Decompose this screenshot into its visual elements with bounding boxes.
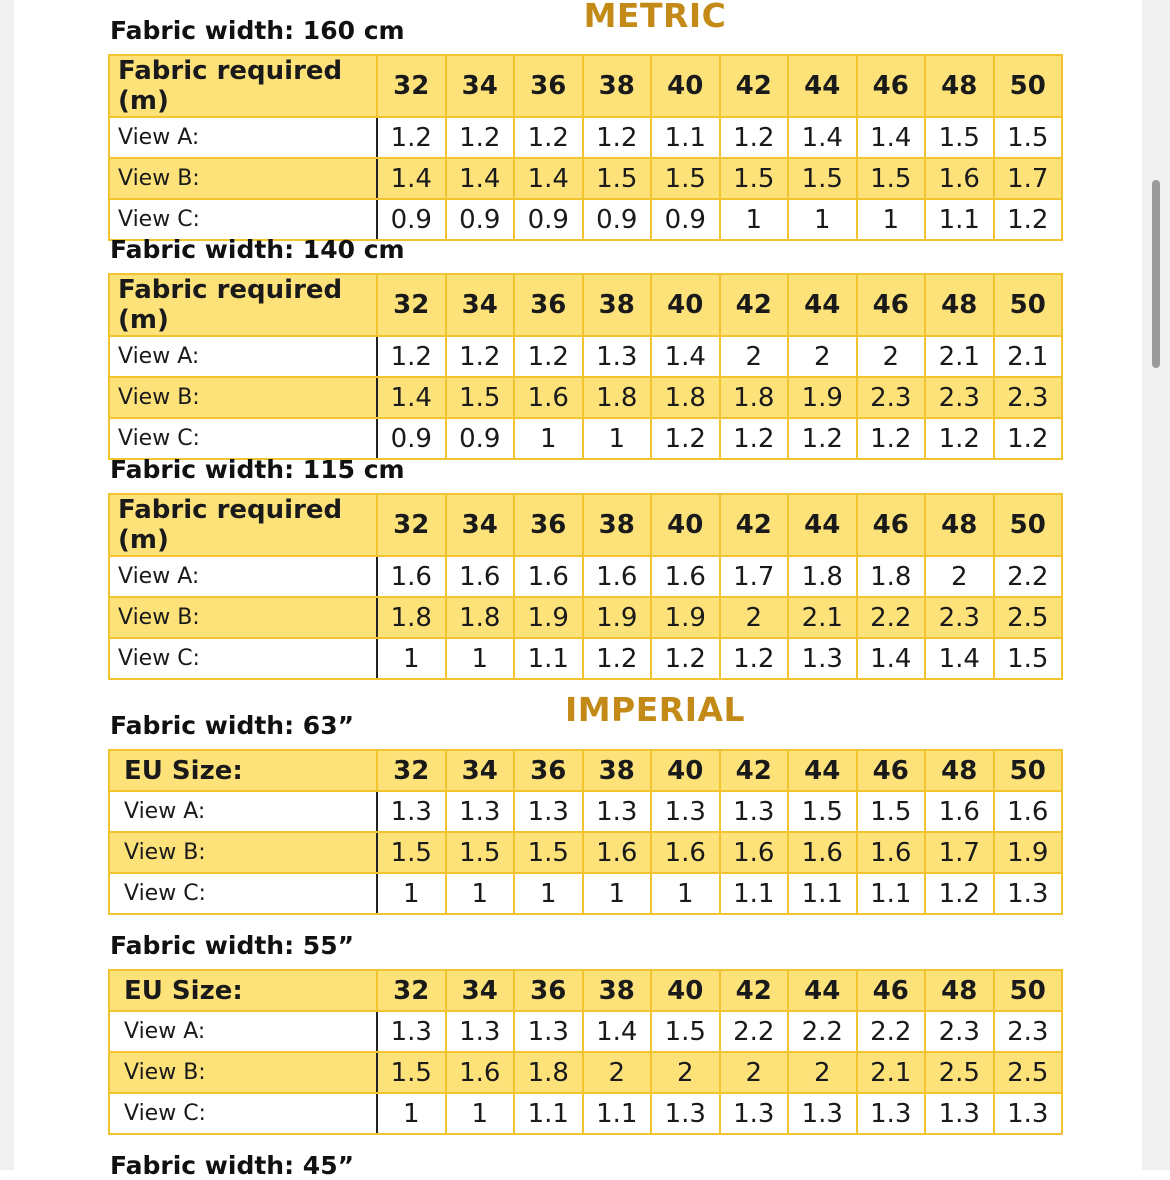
view-label: View C:	[109, 873, 377, 914]
value-cell: 1.6	[514, 556, 583, 597]
value-cell: 1.2	[720, 418, 789, 459]
imperial-title: IMPERIAL	[564, 690, 746, 729]
value-cell: 1.8	[857, 556, 926, 597]
size-header: 32	[377, 970, 446, 1011]
view-label: View A:	[109, 791, 377, 832]
size-header: 46	[857, 970, 926, 1011]
size-header: 32	[377, 494, 446, 556]
size-header: 48	[925, 750, 994, 791]
value-cell: 1.5	[857, 158, 926, 199]
size-header: 50	[994, 55, 1063, 117]
value-cell: 1.3	[514, 791, 583, 832]
value-cell: 0.9	[651, 199, 720, 240]
value-cell: 2	[583, 1052, 652, 1093]
table-row	[109, 597, 1062, 638]
value-cell: 2	[720, 1052, 789, 1093]
size-header: 42	[720, 274, 789, 336]
size-header: 44	[788, 55, 857, 117]
value-cell: 1.1	[514, 1093, 583, 1134]
value-cell: 1.1	[651, 117, 720, 158]
page-gutter-left	[0, 0, 14, 1170]
size-header: 44	[788, 970, 857, 1011]
value-cell: 0.9	[514, 199, 583, 240]
view-label: View B:	[109, 1052, 377, 1093]
value-cell: 1	[446, 638, 515, 679]
table-row	[109, 638, 1062, 679]
value-cell: 1.5	[720, 158, 789, 199]
value-cell: 1.7	[994, 158, 1063, 199]
view-label: View B:	[109, 377, 377, 418]
value-cell: 1.2	[446, 117, 515, 158]
value-cell: 1.1	[720, 873, 789, 914]
value-cell: 1.3	[788, 1093, 857, 1134]
value-cell: 1.2	[994, 199, 1063, 240]
value-cell: 1	[720, 199, 789, 240]
value-cell: 1.3	[514, 1011, 583, 1052]
value-cell: 1.6	[377, 556, 446, 597]
view-label: View A:	[109, 556, 377, 597]
value-cell: 1.5	[377, 832, 446, 873]
value-cell: 1.6	[857, 832, 926, 873]
size-header: 50	[994, 274, 1063, 336]
value-cell: 2.1	[788, 597, 857, 638]
value-cell: 1.6	[446, 556, 515, 597]
fabric-table	[108, 969, 1063, 1135]
value-cell: 1.3	[377, 1011, 446, 1052]
value-cell: 1.6	[788, 832, 857, 873]
scrollbar-thumb[interactable]	[1152, 180, 1160, 368]
value-cell: 0.9	[377, 199, 446, 240]
value-cell: 1.6	[446, 1052, 515, 1093]
value-cell: 1.3	[583, 791, 652, 832]
value-cell: 1.5	[857, 791, 926, 832]
value-cell: 1.5	[514, 832, 583, 873]
value-cell: 1.3	[857, 1093, 926, 1134]
value-cell: 1.4	[377, 377, 446, 418]
value-cell: 2.3	[994, 1011, 1063, 1052]
fabric-table	[108, 54, 1063, 241]
value-cell: 1	[514, 873, 583, 914]
fabric-width-label: Fabric width: 63”	[110, 711, 355, 740]
value-cell: 1.1	[514, 638, 583, 679]
value-cell: 1.8	[377, 597, 446, 638]
value-cell: 1.2	[377, 117, 446, 158]
table-row	[109, 1052, 1062, 1093]
size-header: 36	[514, 750, 583, 791]
size-header: 46	[857, 494, 926, 556]
value-cell: 1.5	[446, 377, 515, 418]
value-cell: 1.6	[583, 556, 652, 597]
value-cell: 1.5	[788, 158, 857, 199]
value-cell: 1.2	[788, 418, 857, 459]
value-cell: 1.2	[720, 117, 789, 158]
value-cell: 1.8	[720, 377, 789, 418]
value-cell: 1.6	[925, 158, 994, 199]
value-cell: 1.8	[788, 556, 857, 597]
value-cell: 1.6	[925, 791, 994, 832]
table-row	[109, 199, 1062, 240]
size-header: 38	[583, 970, 652, 1011]
value-cell: 1	[514, 418, 583, 459]
table-row	[109, 336, 1062, 377]
size-header: 42	[720, 970, 789, 1011]
table-row	[109, 117, 1062, 158]
value-cell: 1.5	[994, 638, 1063, 679]
value-cell: 1.2	[514, 336, 583, 377]
table-row	[109, 377, 1062, 418]
size-header: 44	[788, 274, 857, 336]
table-row	[109, 418, 1062, 459]
view-label: View B:	[109, 597, 377, 638]
view-label: View A:	[109, 1011, 377, 1052]
value-cell: 1.4	[583, 1011, 652, 1052]
value-cell: 1.4	[857, 638, 926, 679]
value-cell: 1.5	[446, 832, 515, 873]
size-header: 50	[994, 970, 1063, 1011]
value-cell: 1.8	[583, 377, 652, 418]
metric-title: METRIC	[583, 0, 727, 35]
value-cell: 1.6	[651, 832, 720, 873]
value-cell: 1.4	[446, 158, 515, 199]
value-cell: 2.5	[994, 597, 1063, 638]
value-cell: 0.9	[446, 199, 515, 240]
fabric-width-label: Fabric width: 160 cm	[110, 16, 405, 45]
value-cell: 1	[377, 873, 446, 914]
value-cell: 2	[788, 1052, 857, 1093]
size-header: 38	[583, 494, 652, 556]
view-label: View C:	[109, 1093, 377, 1134]
size-header: 34	[446, 494, 515, 556]
size-header: 34	[446, 55, 515, 117]
value-cell: 2.3	[857, 377, 926, 418]
value-cell: 1.2	[651, 638, 720, 679]
value-cell: 1	[651, 873, 720, 914]
header-row	[109, 970, 1062, 1011]
value-cell: 1.9	[651, 597, 720, 638]
size-header: 32	[377, 750, 446, 791]
fabric-width-label: Fabric width: 140 cm	[110, 235, 405, 264]
value-cell: 1.4	[857, 117, 926, 158]
size-header: 36	[514, 274, 583, 336]
size-header: 40	[651, 55, 720, 117]
value-cell: 1.2	[651, 418, 720, 459]
value-cell: 1.6	[994, 791, 1063, 832]
fabric-width-label: Fabric width: 115 cm	[110, 455, 405, 484]
value-cell: 1.2	[514, 117, 583, 158]
size-header: 44	[788, 750, 857, 791]
size-header: 38	[583, 750, 652, 791]
header-row	[109, 750, 1062, 791]
value-cell: 2	[720, 336, 789, 377]
value-cell: 1.5	[377, 1052, 446, 1093]
value-cell: 1	[857, 199, 926, 240]
value-cell: 1	[446, 873, 515, 914]
value-cell: 1.2	[583, 117, 652, 158]
header-row	[109, 55, 1062, 117]
size-header: 48	[925, 970, 994, 1011]
table-row	[109, 556, 1062, 597]
size-header: 44	[788, 494, 857, 556]
view-label: View B:	[109, 158, 377, 199]
table-row	[109, 158, 1062, 199]
size-header: 40	[651, 494, 720, 556]
size-header: 34	[446, 970, 515, 1011]
value-cell: 0.9	[583, 199, 652, 240]
size-header: 42	[720, 55, 789, 117]
size-header: 40	[651, 750, 720, 791]
value-cell: 1.6	[583, 832, 652, 873]
value-cell: 2.3	[925, 1011, 994, 1052]
view-label: View B:	[109, 832, 377, 873]
scroll-track[interactable]	[1142, 0, 1170, 1170]
value-cell: 1.2	[925, 418, 994, 459]
view-label: View A:	[109, 117, 377, 158]
value-cell: 1.3	[720, 1093, 789, 1134]
value-cell: 1.2	[857, 418, 926, 459]
value-cell: 1.5	[994, 117, 1063, 158]
size-header: 34	[446, 274, 515, 336]
value-cell: 2.5	[925, 1052, 994, 1093]
value-cell: 1.3	[446, 1011, 515, 1052]
value-cell: 1.5	[925, 117, 994, 158]
value-cell: 1.6	[651, 556, 720, 597]
value-cell: 2	[925, 556, 994, 597]
value-cell: 1.4	[788, 117, 857, 158]
table-row	[109, 832, 1062, 873]
size-header: 32	[377, 274, 446, 336]
value-cell: 1.4	[377, 158, 446, 199]
value-cell: 0.9	[446, 418, 515, 459]
value-cell: 1.1	[583, 1093, 652, 1134]
value-cell: 1	[583, 418, 652, 459]
fabric-table	[108, 493, 1063, 680]
value-cell: 1.2	[583, 638, 652, 679]
header-row	[109, 494, 1062, 556]
value-cell: 1.9	[583, 597, 652, 638]
value-cell: 1	[377, 638, 446, 679]
fabric-width-label: Fabric width: 45”	[110, 1151, 355, 1180]
header-label: Fabric required (m)	[109, 494, 377, 556]
size-header: 40	[651, 970, 720, 1011]
value-cell: 2.1	[925, 336, 994, 377]
value-cell: 1.2	[377, 336, 446, 377]
value-cell: 1.4	[925, 638, 994, 679]
value-cell: 2	[651, 1052, 720, 1093]
value-cell: 1.3	[788, 638, 857, 679]
value-cell: 1.5	[651, 158, 720, 199]
header-label: Fabric required (m)	[109, 274, 377, 336]
value-cell: 1.9	[994, 832, 1063, 873]
value-cell: 1.3	[651, 791, 720, 832]
value-cell: 2.2	[720, 1011, 789, 1052]
value-cell: 1.5	[651, 1011, 720, 1052]
value-cell: 1.2	[994, 418, 1063, 459]
header-label: Fabric required (m)	[109, 55, 377, 117]
value-cell: 1.3	[925, 1093, 994, 1134]
value-cell: 1.8	[514, 1052, 583, 1093]
table-row	[109, 1011, 1062, 1052]
value-cell: 2.5	[994, 1052, 1063, 1093]
view-label: View A:	[109, 336, 377, 377]
size-header: 32	[377, 55, 446, 117]
size-header: 48	[925, 55, 994, 117]
value-cell: 0.9	[377, 418, 446, 459]
value-cell: 1.2	[720, 638, 789, 679]
value-cell: 2.1	[857, 1052, 926, 1093]
value-cell: 2	[720, 597, 789, 638]
value-cell: 2.2	[788, 1011, 857, 1052]
value-cell: 1.1	[788, 873, 857, 914]
header-row	[109, 274, 1062, 336]
value-cell: 2.2	[994, 556, 1063, 597]
value-cell: 2.3	[994, 377, 1063, 418]
value-cell: 1.3	[446, 791, 515, 832]
size-header: 46	[857, 750, 926, 791]
header-label: EU Size:	[109, 970, 377, 1011]
value-cell: 1.2	[446, 336, 515, 377]
value-cell: 2.3	[925, 597, 994, 638]
value-cell: 1.9	[788, 377, 857, 418]
size-header: 46	[857, 55, 926, 117]
value-cell: 1.8	[446, 597, 515, 638]
value-cell: 1.1	[925, 199, 994, 240]
value-cell: 2	[857, 336, 926, 377]
view-label: View C:	[109, 199, 377, 240]
size-header: 50	[994, 750, 1063, 791]
value-cell: 1.5	[583, 158, 652, 199]
value-cell: 1	[446, 1093, 515, 1134]
size-header: 36	[514, 970, 583, 1011]
view-label: View C:	[109, 638, 377, 679]
value-cell: 1.1	[857, 873, 926, 914]
table-row	[109, 791, 1062, 832]
value-cell: 2.2	[857, 597, 926, 638]
size-header: 34	[446, 750, 515, 791]
value-cell: 1.6	[720, 832, 789, 873]
value-cell: 2.1	[994, 336, 1063, 377]
size-header: 38	[583, 55, 652, 117]
value-cell: 1.6	[514, 377, 583, 418]
value-cell: 2.3	[925, 377, 994, 418]
fabric-width-label: Fabric width: 55”	[110, 931, 355, 960]
header-label: EU Size:	[109, 750, 377, 791]
table-row	[109, 873, 1062, 914]
value-cell: 1.7	[925, 832, 994, 873]
value-cell: 1.3	[720, 791, 789, 832]
fabric-table	[108, 273, 1063, 460]
value-cell: 1.3	[994, 873, 1063, 914]
value-cell: 1.4	[651, 336, 720, 377]
table-row	[109, 1093, 1062, 1134]
value-cell: 2.2	[857, 1011, 926, 1052]
size-header: 48	[925, 274, 994, 336]
value-cell: 1	[788, 199, 857, 240]
value-cell: 1.7	[720, 556, 789, 597]
size-header: 38	[583, 274, 652, 336]
view-label: View C:	[109, 418, 377, 459]
value-cell: 1.9	[514, 597, 583, 638]
size-header: 42	[720, 494, 789, 556]
fabric-table	[108, 749, 1063, 915]
size-header: 40	[651, 274, 720, 336]
value-cell: 1.4	[514, 158, 583, 199]
value-cell: 1.3	[651, 1093, 720, 1134]
value-cell: 1.3	[377, 791, 446, 832]
value-cell: 2	[788, 336, 857, 377]
value-cell: 1.2	[925, 873, 994, 914]
size-header: 48	[925, 494, 994, 556]
size-header: 36	[514, 55, 583, 117]
value-cell: 1.3	[994, 1093, 1063, 1134]
value-cell: 1.5	[788, 791, 857, 832]
value-cell: 1	[583, 873, 652, 914]
value-cell: 1	[377, 1093, 446, 1134]
size-header: 36	[514, 494, 583, 556]
value-cell: 1.3	[583, 336, 652, 377]
size-header: 42	[720, 750, 789, 791]
size-header: 46	[857, 274, 926, 336]
size-header: 50	[994, 494, 1063, 556]
value-cell: 1.8	[651, 377, 720, 418]
